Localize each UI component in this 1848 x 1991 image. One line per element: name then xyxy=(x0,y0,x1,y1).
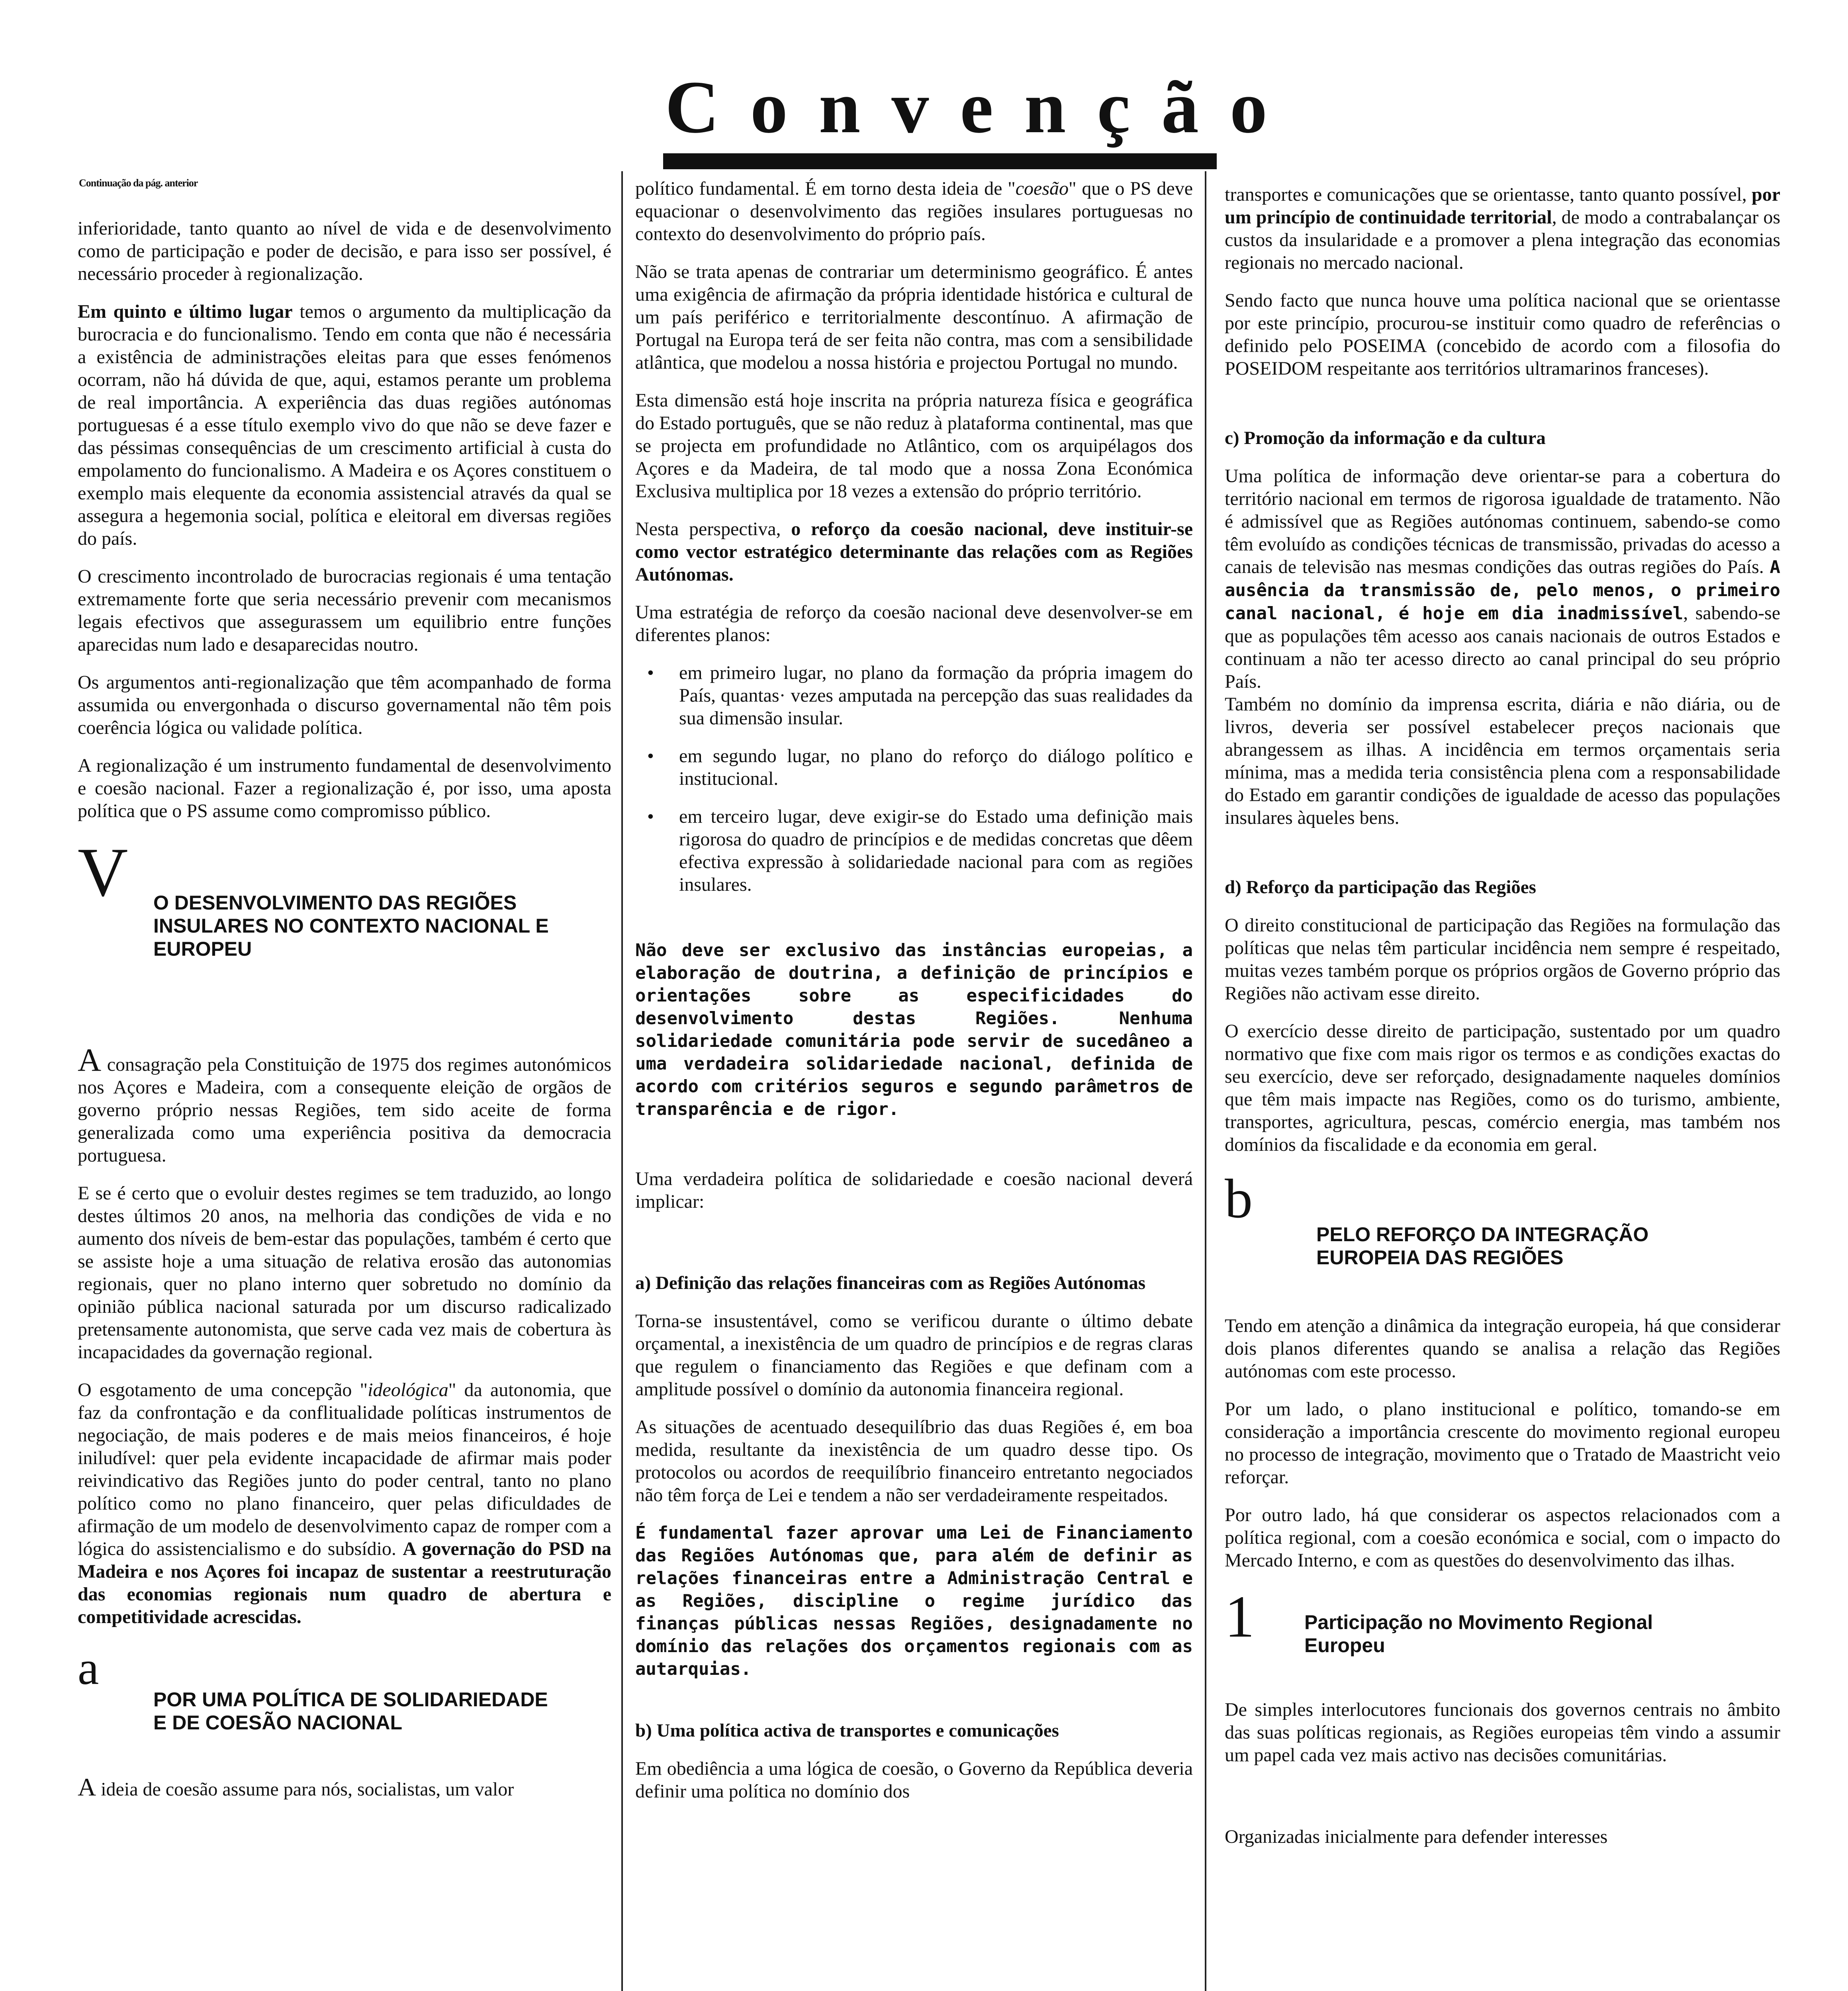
section-letter: V xyxy=(78,833,128,911)
text: " da autonomia, que faz da confrontação e da conflitualidade políticas instrumentos de negociação, de mais poderes e de mais meios financeiros, é hoje iniludível: quer pela evidente incapacidade de afirmar mais poder reivindicativo das Regiões junto do poder central, tanto no plano político como no plano financeiro, quer pelas dificuldades de afirmação de um modelo de desenvolvimento capaz de romper com a lógica do assistencialismo e do subsídio. xyxy=(78,1379,611,1559)
paragraph xyxy=(1225,465,1780,693)
paragraph: E se é certo que o evoluir destes regimes se tem traduzido, ao longo destes últimos 20 anos, na melhoria das condições de vida e no aumento dos níveis de bem-estar das populações, também é certo que se assiste hoje a uma situação de relativa erosão das autonomias regionais, quer no plano interno quer sobretudo no domínio da opinião pública nacional saturada por um discurso radicalizado pretensamente autonomista, que serve cada vez mais de cobertura às incapacidades da governação regional. xyxy=(78,1183,611,1363)
paragraph: Também no domínio da imprensa escrita, diária e não diária, ou de livros, deveria ser possível estabelecer preços nacionais que abrangessem as ilhas. A incidência em termos orçamentais seria mínima, mas a medida teria consistência plena com a responsabilidade do Estado em garantir condições de igualdade de acesso das populações insulares àqueles bens. xyxy=(1225,694,1780,828)
column-1 xyxy=(78,217,611,1816)
bold-statement: Não deve ser exclusivo das instâncias europeias, a elaboração de doutrina, a definição de princípios e orientações sobre as especificidades do desenvolvimento destas Regiões. Nenhuma solidariedade comunitária pode servir de sucedâneo a uma verdadeira solidariedade nacional, definida de acordo com critérios seguros e segundo parâmetros de transparência e de rigor. xyxy=(635,940,1193,1119)
text: consagração pela Constituição de 1975 dos regimes autonómicos nos Açores e Madeira, com a consequente eleição de orgãos de governo próprio nessas Regiões, tem sido aceite de forma generalizada como uma experiência positiva da democracia portuguesa. xyxy=(78,1054,611,1166)
list-item: • em segundo lugar, no plano do reforço do diálogo político e institucional. xyxy=(679,745,1193,790)
subsection-heading: c) Promoção da informação e da cultura xyxy=(1225,428,1546,448)
masthead-bar xyxy=(663,153,1217,169)
paragraph xyxy=(78,1773,611,1801)
section-title: O DESENVOLVIMENTO DAS REGIÕES INSULARES NO CONTEXTO NACIONAL E EUROPEU xyxy=(153,892,549,960)
section-letter: b xyxy=(1225,1168,1253,1230)
section-title: POR UMA POLÍTICA DE SOLIDARIEDADE E DE COESÃO NACIONAL xyxy=(153,1688,548,1734)
list-item: • em terceiro lugar, deve exigir-se do Estado uma definição mais rigorosa do quadro de princípios e de medidas concretas que dêem efectiva expressão à solidariedade nacional para com as regiões insulares. xyxy=(679,805,1193,896)
text: temos o argumento da multiplicação da burocracia e do funcionalismo. Tendo em conta que não é necessária a existência de administrações eleitas para que esses fenómenos ocorram, não há dúvida de que, aqui, estamos perante um problema de real importância. A experiência das duas regiões autónomas portuguesas é a esse título exemplo vivo do que não se deve fazer e das péssimas consequências de um crescimento artificial à custa do empolamento do funcionalismo. A Madeira e os Açores constituem o exemplo mais elequente da economia assistencial através da qual se assegura a hegemonia social, política e eleitoral em diversas regiões do país. xyxy=(78,301,611,549)
text: político fundamental. É em torno desta ideia de " xyxy=(635,178,1016,199)
list-item: • em primeiro lugar, no plano da formação da própria imagem do País, quantas· vezes amputada na percepção das suas realidades da sua dimensão insular. xyxy=(679,661,1193,730)
paragraph: As situações de acentuado desequilíbrio das duas Regiões é, em boa medida, resultante da inexistência de um quadro desse tipo. Os protocolos ou acordos de reequilíbrio financeiro entretanto negociados não têm força de Lei e tendem a não ser verdadeiramente respeitados. xyxy=(635,1416,1193,1506)
text: " que o PS deve equacionar o desenvolvimento das regiões insulares portuguesas no contexto do desenvolvimento do próprio país. xyxy=(635,178,1193,244)
bullet-list xyxy=(635,661,1193,896)
section-letter: a xyxy=(78,1641,99,1694)
section-title: PELO REFORÇO DA INTEGRAÇÃO EUROPEIA DAS REGIÕES xyxy=(1316,1223,1649,1269)
section-v-heading xyxy=(78,833,611,969)
text: , de modo a contrabalançar os custos da insularidade e a promover a plena integração das economias regionais no mercado nacional. xyxy=(1225,207,1780,273)
section-b-heading xyxy=(1225,1168,1780,1314)
continuation-note: Continuação da pág. anterior xyxy=(79,177,198,189)
paragraph: inferioridade, tanto quanto ao nível de vida e de desenvolvimento como de participação e poder de decisão, e para isso ser possível, é necessário proceder à regionalização. xyxy=(78,218,611,284)
paragraph: Tendo em atenção a dinâmica da integração europeia, há que considerar dois planos diferentes quando se analisa a relação das Regiões autónomas com este processo. xyxy=(1225,1315,1780,1382)
paragraph xyxy=(635,518,1193,586)
bold-statement: É fundamental fazer aprovar uma Lei de Financiamento das Regiões Autónomas que, para além de definir as relações financeiras entre a Administração Central e as Regiões, discipline o regime jurídico das finanças públicas nessas Regiões, designadamente no domínio das relações dos orçamentos regionais com as autarquias. xyxy=(635,1523,1193,1679)
italic-text: coesão xyxy=(1015,178,1069,199)
column-divider xyxy=(621,171,623,1991)
bold-lead: Em quinto e último lugar xyxy=(78,301,293,322)
italic-text: ideológica xyxy=(368,1379,448,1400)
section-title: Participação no Movimento Regional Europeu xyxy=(1304,1611,1653,1657)
paragraph xyxy=(635,177,1193,245)
paragraph: Uma verdadeira política de solidariedade e coesão nacional deverá implicar: xyxy=(635,1168,1193,1212)
bold-text: por um princípio de continuidade territorial xyxy=(1225,184,1780,228)
paragraph: Uma estratégia de reforço da coesão nacional deve desenvolver-se em diferentes planos: xyxy=(635,602,1193,645)
text: Uma política de informação deve orientar-se para a cobertura do território nacional em termos de rigorosa igualdade de tratamento. Não é admissível que as Regiões autónomas continuem, sabendo-se como têm evoluído as condições técnicas de transmissão, privadas do acesso a canais de televisão nas mesmas condições das outras regiões do País. xyxy=(1225,465,1780,577)
initial-cap: A xyxy=(78,1773,96,1801)
text: O esgotamento de uma concepção " xyxy=(78,1379,368,1400)
subsection-heading: d) Reforço da participação das Regiões xyxy=(1225,877,1536,898)
initial-cap: A xyxy=(78,1042,102,1078)
paragraph: O crescimento incontrolado de burocracias regionais é uma tentação extremamente forte que seria necessário prevenir com mecanismos legais efectivos que assegurassem um equilibrio entre funções aparecidas num lado e desaparecidas noutro. xyxy=(78,566,611,655)
paragraph: A regionalização é um instrumento fundamental de desenvolvimento e coesão nacional. Fazer a regionalização é, por isso, uma aposta política que o PS assume como compromisso público. xyxy=(78,755,611,821)
section-1-heading xyxy=(1225,1584,1780,1698)
paragraph: Por um lado, o plano institucional e político, tomando-se em consideração a importância crescente do movimento regional europeu no processo de integração, movimento que o Tratado de Maastricht veio reforçar. xyxy=(1225,1398,1780,1488)
bold-text: o reforço da coesão nacional, deve instituir-se como vector estratégico determinante das relações com as Regiões Autónomas. xyxy=(635,518,1193,585)
paragraph xyxy=(1225,183,1780,274)
paragraph xyxy=(78,1379,611,1628)
paragraph: O direito constitucional de participação das Regiões na formulação das políticas que nelas têm particular incidência nem sempre é respeitado, muitas vezes também porque os próprios orgãos de Governo próprio das Regiões não activam esse direito. xyxy=(1225,915,1780,1004)
bold-text: A ausência da transmissão de, pelo menos, o primeiro canal nacional, é hoje em dia inadmissível xyxy=(1225,557,1780,624)
text: Nesta perspectiva, xyxy=(635,518,791,540)
paragraph: O exercício desse direito de participação, sustentado por um quadro normativo que fixe com mais rigor os termos e as condições exactas do seu exercício, deve ser reforçado, designadamente naqueles domínios que têm mais impacte nas Regiões, como os do turismo, ambiente, transportes, agricultura, pescas, comércio energia, mas também nos domínios da fiscalidade e da economia em geral. xyxy=(1225,1021,1780,1155)
column-3 xyxy=(1225,183,1780,1863)
paragraph: Não se trata apenas de contrariar um determinismo geográfico. É antes uma exigência de afirmação da própria identidade histórica e cultural de um país periférico e territorialmente descontínuo. A afirmação de Portugal na Europa terá de ser feita não contra, mas com a sensibilidade atlântica, que modelou a nossa história e projectou Portugal no mundo. xyxy=(635,261,1193,373)
paragraph xyxy=(78,1042,611,1167)
column-2 xyxy=(635,177,1193,1818)
text: transportes e comunicações que se orientasse, tanto quanto possível, xyxy=(1225,184,1752,205)
masthead-title: Convenção xyxy=(665,65,1298,149)
subsection-heading: b) Uma política activa de transportes e comunicações xyxy=(635,1720,1059,1741)
paragraph: Os argumentos anti-regionalização que têm acompanhado de forma assumida ou envergonhada o discurso governamental não têm pois coerência lógica ou validade política. xyxy=(78,672,611,738)
bold-text: A governação do PSD na Madeira e nos Açores foi incapaz de sustentar a reestruturação das economias regionais num quadro de abertura e competitividade acrescidas. xyxy=(78,1538,611,1627)
column-divider xyxy=(1205,171,1206,1991)
paragraph: Em obediência a uma lógica de coesão, o Governo da República deveria definir uma política no domínio dos xyxy=(635,1758,1193,1802)
text: , sabendo-se que as populações têm acesso aos canais nacionais de outros Estados e continuam a não ter acesso directo ao canal principal do seu próprio País. xyxy=(1225,602,1781,692)
paragraph: Organizadas inicialmente para defender interesses xyxy=(1225,1826,1608,1847)
paragraph xyxy=(78,300,611,550)
section-a-heading xyxy=(78,1641,611,1776)
paragraph: De simples interlocutores funcionais dos governos centrais no âmbito das suas políticas regionais, as Regiões europeias têm vindo a assumir um papel cada vez mais activo nas decisões comunitárias. xyxy=(1225,1699,1780,1766)
section-number: 1 xyxy=(1225,1584,1255,1650)
paragraph: Sendo facto que nunca houve uma política nacional que se orientasse por este princípio, procurou-se instituir como quadro de referências o definido pelo POSEIMA (concebido de acordo com a filosofia do POSEIDOM respeitante aos territórios ultramarinos franceses). xyxy=(1225,290,1780,379)
paragraph: Esta dimensão está hoje inscrita na própria natureza física e geográfica do Estado português, que se não reduz à plataforma continental, mas que se projecta em profundidade no Atlântico, com os arquipélagos dos Açores e da Madeira, de tal modo que a nossa Zona Económica Exclusiva multiplica por 18 vezes a extensão do próprio território. xyxy=(635,390,1193,502)
paragraph: Por outro lado, há que considerar os aspectos relacionados com a política regional, com a coesão económica e social, com o impacto do Mercado Interno, e com as questões do desenvolvimento das ilhas. xyxy=(1225,1504,1780,1571)
paragraph: Torna-se insustentável, como se verificou durante o último debate orçamental, a inexistência de um quadro de princípios e de regras claras que regulem o financiamento das Regiões e que definam com a amplitude possível o domínio da autonomia financeira regional. xyxy=(635,1310,1193,1400)
subsection-heading: a) Definição das relações financeiras com as Regiões Autónomas xyxy=(635,1273,1146,1293)
text: ideia de coesão assume para nós, socialistas, um valor xyxy=(96,1779,514,1800)
